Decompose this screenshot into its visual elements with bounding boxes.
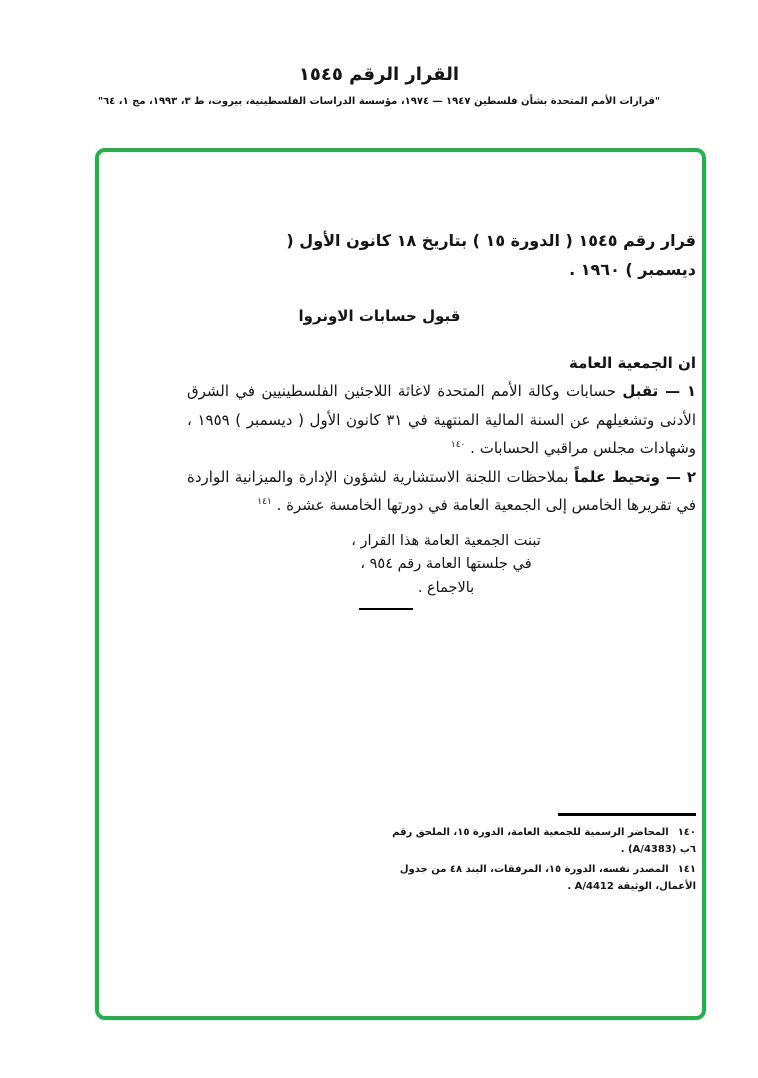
document-body [99,152,702,1016]
resolution-paragraph-2 [187,463,696,520]
adoption-line-1: تبنت الجمعية العامة هذا القرار ، [351,532,541,549]
paragraph-1-lead: ١ — تقبل [622,382,696,400]
resolution-paragraph-1 [187,377,696,463]
footnote-141-text: المصدر نفسه، الدورة ١٥، المرفقات، البند ٤٨ من جدول الأعمال، الوثيقة A/4412 . [399,864,696,892]
footnote-140-number: ١٤٠ [677,827,696,838]
footnotes-section [374,813,696,898]
footnote-ref-141: ١٤١ [257,497,272,507]
footnote-141 [374,861,696,895]
adoption-line-3: بالاجماع . [417,579,475,596]
adoption-line-2: في جلستها العامة رقم ٩٥٤ ، [360,556,532,572]
end-separator-rule [359,608,413,610]
footnote-separator-rule [558,813,696,816]
paragraph-2-lead: ٢ — وتحيط علماً [574,467,696,486]
footnote-140 [374,824,696,858]
paragraph-2-text: بملاحظات اللجنة الاستشارية لشؤون الإدارة والميزانية الواردة في تقريرها الخامس إلى الجمعية العامة في دورتها الخامسة عشرة . [187,467,696,514]
resolution-heading: قرار رقم ١٥٤٥ ( الدورة ١٥ ) بتاريخ ١٨ كانون الأول ( ديسمبر ) ١٩٦٠ . [286,231,696,279]
source-citation-line: "قرارات الأمم المتحدة بشأن فلسطين ١٩٤٧ — ١٩٧٤، مؤسسة الدراسات الفلسطينية، بيروت، ط ٣، ١٩٩٣، مج ١، ٦٤" [97,96,661,107]
page-title: القرار الرقم ١٥٤٥ [298,64,460,85]
resolution-subheading: قبول حسابات الاونروا [298,307,461,325]
footnote-140-text: المحاضر الرسمية للجمعية العامة، الدورة ١٥، الملحق رقم ٦ب (A/4383) . [392,827,696,855]
paragraph-1-text: حسابات وكالة الأمم المتحدة لاغاثة اللاجئين الفلسطينيين في الشرق الأدنى وتشغيلهم عن السنة المالية المنتهية في ٣١ كانون الأول ( ديسمبر ) ١٩٥٩ ، وشهادات مجلس مراقبي الحسابات . [187,382,696,457]
footnote-ref-140: ١٤٠ [450,440,466,450]
page-header [0,64,758,107]
footnote-141-number: ١٤١ [677,864,696,875]
resolution-preamble: ان الجمعية العامة [569,354,696,372]
document-frame [95,148,706,1020]
adoption-note [301,530,591,611]
